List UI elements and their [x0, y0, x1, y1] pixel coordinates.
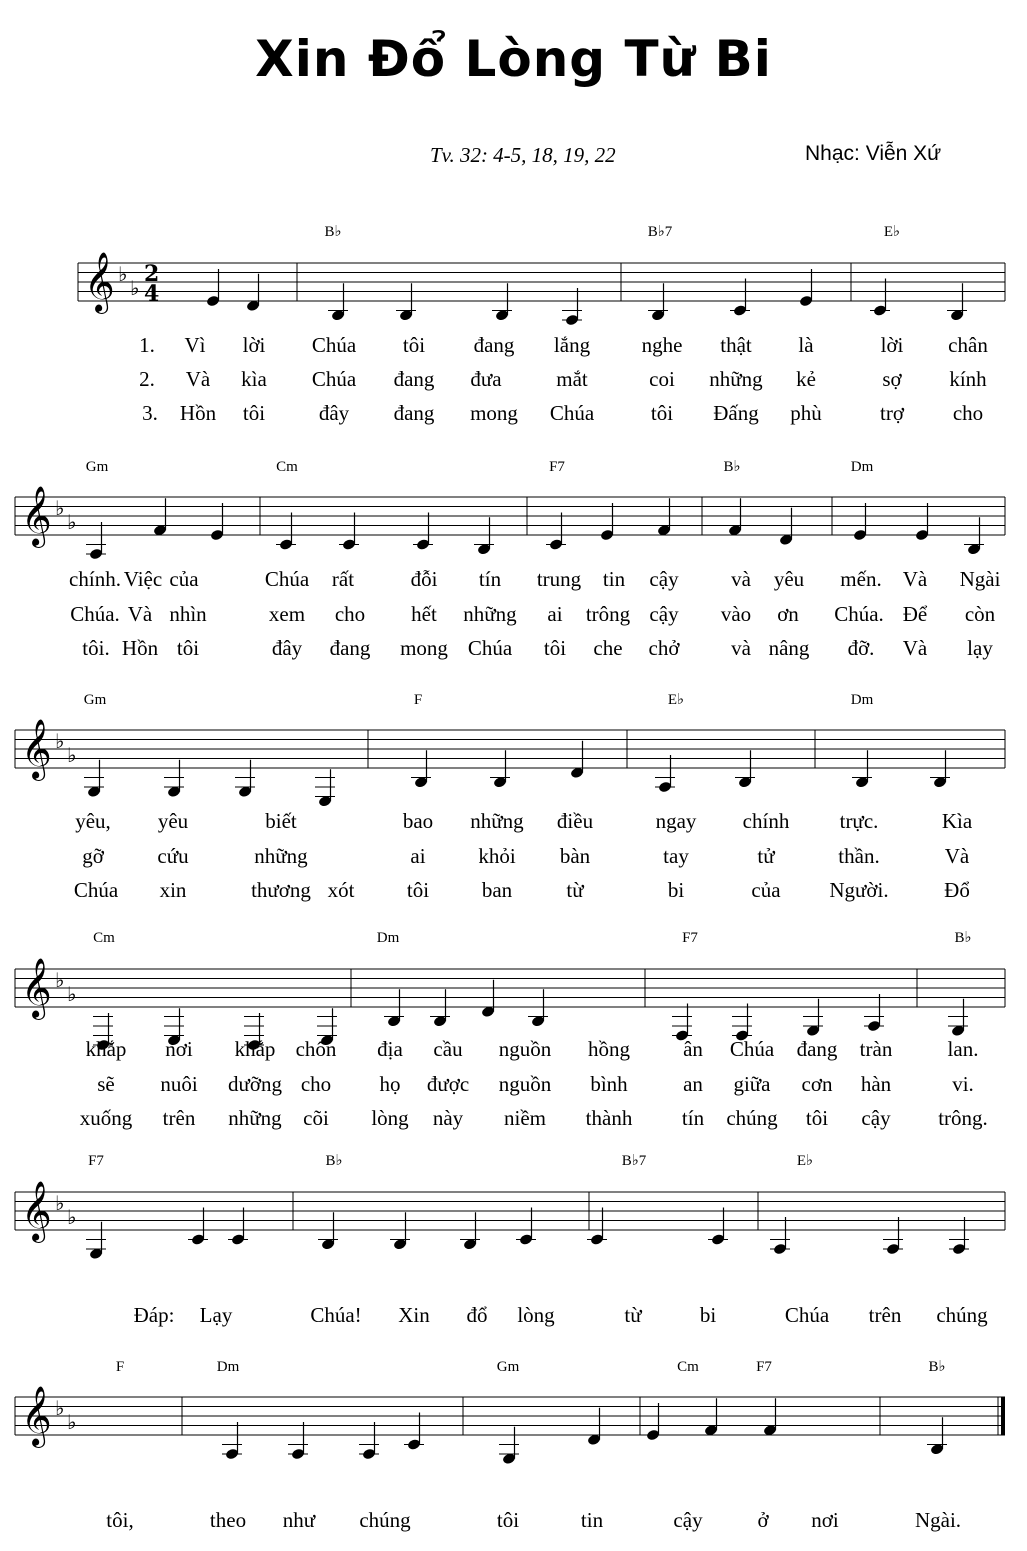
lyric-syllable: cõi [303, 1106, 329, 1130]
chord-symbol: Cm [93, 930, 115, 946]
flat-sign: ♭ [130, 276, 140, 300]
staff-system [15, 1359, 1005, 1532]
lyric-syllable: Hồn [179, 401, 217, 425]
lyric-syllable: đang [393, 401, 435, 425]
lyric-syllable: thần. [838, 844, 880, 868]
chord-symbol: Dm [850, 459, 874, 475]
psalm-reference: Tv. 32: 4-5, 18, 19, 22 [430, 143, 616, 167]
lyric-syllable: còn [964, 602, 996, 626]
lyric-syllable: yêu, [75, 809, 111, 833]
lyric-syllable: cơn [801, 1072, 833, 1096]
chord-symbol: E♭ [883, 224, 901, 240]
lyric-syllable: nâng [768, 636, 810, 660]
lyric-syllable: tôi [242, 401, 266, 425]
staff-system [15, 459, 1005, 660]
lyric-syllable: vi. [952, 1072, 974, 1096]
lyric-syllable: của [751, 878, 781, 902]
lyric-syllable: sẽ [97, 1072, 115, 1096]
lyric-syllable: khỏi [478, 844, 516, 868]
lyric-syllable: giữa [733, 1072, 771, 1096]
lyric-syllable: Người. [829, 878, 889, 902]
lyric-syllable: Và [902, 636, 928, 660]
lyric-syllable: chính. [69, 567, 121, 591]
chord-symbol: Cm [677, 1359, 699, 1375]
chord-symbol: B♭7 [647, 224, 673, 240]
lyric-syllable: Kìa [941, 809, 973, 833]
lyric-syllable: chính [742, 809, 790, 833]
lyric-syllable: mong [470, 401, 518, 425]
lyric-syllable: như [282, 1508, 316, 1532]
chord-symbol: F7 [88, 1153, 104, 1169]
lyric-syllable: hết [411, 602, 437, 626]
lyric-syllable: Chúa [729, 1037, 775, 1061]
lyric-syllable: cho [300, 1072, 332, 1096]
flat-sign: ♭ [55, 1396, 65, 1420]
chord-symbol: B♭ [325, 1153, 343, 1169]
lyric-syllable: trông [585, 602, 631, 626]
lyric-syllable: Chúa! [310, 1303, 362, 1327]
chord-symbol: F [115, 1359, 125, 1375]
lyric-syllable: những [228, 1106, 282, 1130]
lyric-syllable: cậy [861, 1106, 891, 1130]
lyric-syllable: ai [547, 602, 563, 626]
lyric-syllable: và [731, 636, 751, 660]
lyric-syllable: này [432, 1106, 464, 1130]
lyric-syllable: trên [868, 1303, 902, 1327]
lyric-syllable: Việc [123, 567, 163, 591]
lyric-syllable: thương [251, 878, 311, 902]
lyric-syllable: từ [566, 878, 584, 902]
flat-sign: ♭ [55, 496, 65, 520]
lyric-syllable: kính [949, 367, 987, 391]
lyric-syllable: lòng [517, 1303, 555, 1327]
lyric-syllable: tín [681, 1106, 705, 1130]
lyric-syllable: cầu [433, 1037, 463, 1061]
lyric-syllable: những [470, 809, 524, 833]
lyric-syllable: Và [902, 567, 928, 591]
lyric-syllable: địa [377, 1037, 403, 1061]
lyric-syllable: Và [185, 367, 211, 391]
chord-symbol: B♭7 [621, 1153, 647, 1169]
lyric-syllable: khắp [85, 1037, 127, 1061]
lyric-syllable: bi [667, 878, 685, 902]
lyric-syllable: Hồn [121, 636, 159, 660]
lyric-syllable: tay [663, 844, 689, 868]
lyric-syllable: Và [127, 602, 153, 626]
lyric-syllable: tin [602, 567, 626, 591]
lyric-syllable: niềm [504, 1106, 546, 1130]
lyric-syllable: bàn [559, 844, 591, 868]
lyric-syllable: 2. [139, 367, 155, 391]
lyric-syllable: họ [379, 1072, 401, 1096]
lyric-syllable: đang [796, 1037, 838, 1061]
lyric-syllable: an [683, 1072, 703, 1096]
lyric-syllable: 1. [139, 333, 155, 357]
lyric-syllable: thật [720, 333, 752, 357]
lyric-syllable: nơi [165, 1037, 193, 1061]
chord-symbol: Dm [216, 1359, 240, 1375]
lyric-syllable: Xin [398, 1303, 430, 1327]
treble-clef: 𝄞 [84, 252, 115, 312]
lyric-syllable: lắng [553, 333, 591, 357]
chord-symbol: B♭ [324, 224, 342, 240]
lyric-syllable: là [798, 333, 814, 357]
lyric-syllable: Ngài [959, 567, 1001, 591]
staff-system [15, 1153, 1005, 1327]
lyric-syllable: điều [556, 809, 594, 833]
flat-sign: ♭ [55, 729, 65, 753]
song-title: Xin Đổ Lòng Từ Bi [255, 30, 772, 88]
lyric-syllable: và [731, 567, 751, 591]
lyric-syllable: trợ [880, 401, 904, 425]
lyric-syllable: những [254, 844, 308, 868]
lyric-syllable: kẻ [796, 367, 816, 391]
lyric-syllable: coi [649, 367, 675, 391]
lyric-syllable: đang [473, 333, 515, 357]
lyric-syllable: của [169, 567, 199, 591]
chord-symbol: F7 [682, 930, 698, 946]
lyric-syllable: Đáp: [133, 1303, 175, 1327]
lyric-syllable: lời [880, 333, 904, 357]
flat-sign: ♭ [55, 1191, 65, 1215]
flat-sign: ♭ [67, 510, 77, 534]
flat-sign: ♭ [67, 1205, 77, 1229]
time-signature-top: 2 [144, 261, 160, 287]
lyric-syllable: lạy [967, 636, 993, 660]
chord-symbol: B♭ [928, 1359, 946, 1375]
treble-clef: 𝄞 [21, 1181, 52, 1241]
lyric-syllable: lan. [947, 1037, 979, 1061]
lyric-syllable: rất [331, 567, 355, 591]
lyric-syllable: che [593, 636, 623, 660]
lyric-syllable: tin [580, 1508, 604, 1532]
lyric-syllable: Chúa [73, 878, 119, 902]
lyric-syllable: kìa [241, 367, 267, 391]
lyric-syllable: khắp [234, 1037, 276, 1061]
lyric-syllable: đang [329, 636, 371, 660]
lyric-syllable: đỗi [410, 567, 438, 591]
lyric-syllable: chốn [295, 1037, 337, 1061]
chord-symbol: Gm [85, 459, 109, 475]
lyric-syllable: nguồn [498, 1072, 552, 1096]
lyric-syllable: nghe [641, 333, 683, 357]
lyric-syllable: trung [536, 567, 582, 591]
lyric-syllable: tôi [543, 636, 567, 660]
lyric-syllable: Chúa [311, 367, 357, 391]
lyric-syllable: chúng [359, 1508, 411, 1532]
lyric-syllable: nhìn [169, 602, 207, 626]
lyric-syllable: cho [334, 602, 366, 626]
lyric-syllable: Và [944, 844, 970, 868]
lyric-syllable: 3. [142, 401, 158, 425]
lyric-syllable: đây [271, 636, 303, 660]
lyric-syllable: yêu [773, 567, 805, 591]
flat-sign: ♭ [67, 743, 77, 767]
lyric-syllable: cậy [673, 1508, 703, 1532]
lyric-syllable: đổ [466, 1303, 488, 1327]
lyric-syllable: hàn [860, 1072, 892, 1096]
lyric-syllable: chân [948, 333, 988, 357]
lyric-syllable: ai [410, 844, 426, 868]
lyric-syllable: Ngài. [914, 1508, 962, 1532]
lyric-syllable: tôi [805, 1106, 829, 1130]
lyric-syllable: trực. [839, 809, 879, 833]
chord-symbol: Dm [376, 930, 400, 946]
lyric-syllable: Lạy [199, 1303, 233, 1327]
lyric-syllable: nuôi [160, 1072, 198, 1096]
lyric-syllable: xin [159, 878, 187, 902]
lyric-syllable: bao [402, 809, 434, 833]
lyric-syllable: trên [162, 1106, 196, 1130]
final-barline-thick [1001, 1397, 1005, 1435]
lyric-syllable: được [426, 1072, 470, 1096]
lyric-syllable: xót [327, 878, 355, 902]
lyric-syllable: xuống [79, 1106, 133, 1130]
lyric-syllable: xem [268, 602, 306, 626]
lyric-syllable: ơn [777, 602, 799, 626]
lyric-syllable: tôi [176, 636, 200, 660]
lyric-syllable: nơi [811, 1508, 839, 1532]
flat-sign: ♭ [67, 982, 77, 1006]
lyric-syllable: tôi [496, 1508, 520, 1532]
lyric-syllable: tôi, [106, 1508, 134, 1532]
lyric-syllable: lời [242, 333, 266, 357]
lyric-syllable: Chúa [784, 1303, 830, 1327]
lyric-syllable: tôi [406, 878, 430, 902]
lyric-syllable: những [709, 367, 763, 391]
lyric-syllable: Chúa. [70, 602, 120, 626]
lyric-syllable: Chúa [264, 567, 310, 591]
lyric-syllable: tín [478, 567, 502, 591]
lyric-syllable: trông. [938, 1106, 988, 1130]
treble-clef: 𝄞 [21, 719, 52, 779]
chord-symbol: F [413, 692, 423, 708]
lyric-syllable: đưa [470, 367, 502, 391]
lyric-syllable: ở [757, 1508, 769, 1532]
lyric-syllable: phù [790, 401, 822, 425]
chord-symbol: Cm [276, 459, 298, 475]
composer-credit: Nhạc: Viễn Xứ [805, 142, 942, 165]
lyric-syllable: lòng [371, 1106, 409, 1130]
lyric-syllable: tử [757, 844, 775, 868]
lyric-syllable: những [463, 602, 517, 626]
chord-symbol: B♭ [723, 459, 741, 475]
flat-sign: ♭ [55, 968, 65, 992]
lyric-syllable: Vì [184, 333, 206, 357]
lyric-syllable: ban [481, 878, 513, 902]
treble-clef: 𝄞 [21, 958, 52, 1018]
flat-sign: ♭ [118, 262, 128, 286]
lyric-syllable: cậy [649, 567, 679, 591]
lyric-syllable: chở [648, 636, 680, 660]
lyric-syllable: Chúa [549, 401, 595, 425]
lyric-syllable: thành [585, 1106, 633, 1130]
chord-symbol: E♭ [667, 692, 685, 708]
lyric-syllable: đây [318, 401, 350, 425]
lyric-syllable: Đấng [713, 401, 759, 425]
lyric-syllable: yêu [157, 809, 189, 833]
chord-symbol: F7 [549, 459, 565, 475]
lyric-syllable: ngay [655, 809, 697, 833]
lyric-syllable: ân [683, 1037, 703, 1061]
lyric-syllable: từ [624, 1303, 642, 1327]
chord-symbol: Dm [850, 692, 874, 708]
lyric-syllable: tôi [402, 333, 426, 357]
lyric-syllable: bình [590, 1072, 628, 1096]
lyric-syllable: tôi. [82, 636, 110, 660]
treble-clef: 𝄞 [21, 1386, 52, 1446]
lyric-syllable: mến. [840, 567, 882, 591]
lyric-syllable: chúng [936, 1303, 988, 1327]
staff-system [15, 930, 1005, 1130]
lyric-syllable: vào [720, 602, 752, 626]
lyric-syllable: tràn [859, 1037, 893, 1061]
lyric-syllable: cho [952, 401, 984, 425]
flat-sign: ♭ [67, 1410, 77, 1434]
lyric-syllable: đang [393, 367, 435, 391]
lyric-syllable: chúng [726, 1106, 778, 1130]
lyric-syllable: bi [699, 1303, 717, 1327]
lyric-syllable: biết [265, 809, 297, 833]
lyric-syllable: theo [209, 1508, 247, 1532]
chord-symbol: E♭ [796, 1153, 814, 1169]
staff-system [78, 224, 1005, 425]
lyric-syllable: mắt [556, 367, 588, 391]
lyric-syllable: nguồn [498, 1037, 552, 1061]
chord-symbol: Gm [83, 692, 107, 708]
staff-system [15, 692, 1005, 902]
lyric-syllable: Chúa [311, 333, 357, 357]
lyric-syllable: dưỡng [228, 1072, 282, 1096]
chord-symbol: Gm [496, 1359, 520, 1375]
lyric-syllable: hồng [588, 1037, 630, 1061]
lyric-syllable: cậy [649, 602, 679, 626]
lyric-syllable: tôi [650, 401, 674, 425]
lyric-syllable: cứu [157, 844, 189, 868]
lyric-syllable: Chúa [467, 636, 513, 660]
time-signature-bottom: 4 [144, 281, 160, 307]
chord-symbol: F7 [756, 1359, 772, 1375]
chord-symbol: B♭ [954, 930, 972, 946]
lyric-syllable: gỡ [82, 844, 104, 868]
lyric-syllable: sợ [882, 367, 902, 391]
lyric-syllable: Để [902, 602, 928, 626]
treble-clef: 𝄞 [21, 486, 52, 546]
lyric-syllable: Chúa. [834, 602, 884, 626]
lyric-syllable: đỡ. [847, 636, 875, 660]
lyric-syllable: Đổ [944, 878, 970, 902]
lyric-syllable: mong [400, 636, 448, 660]
